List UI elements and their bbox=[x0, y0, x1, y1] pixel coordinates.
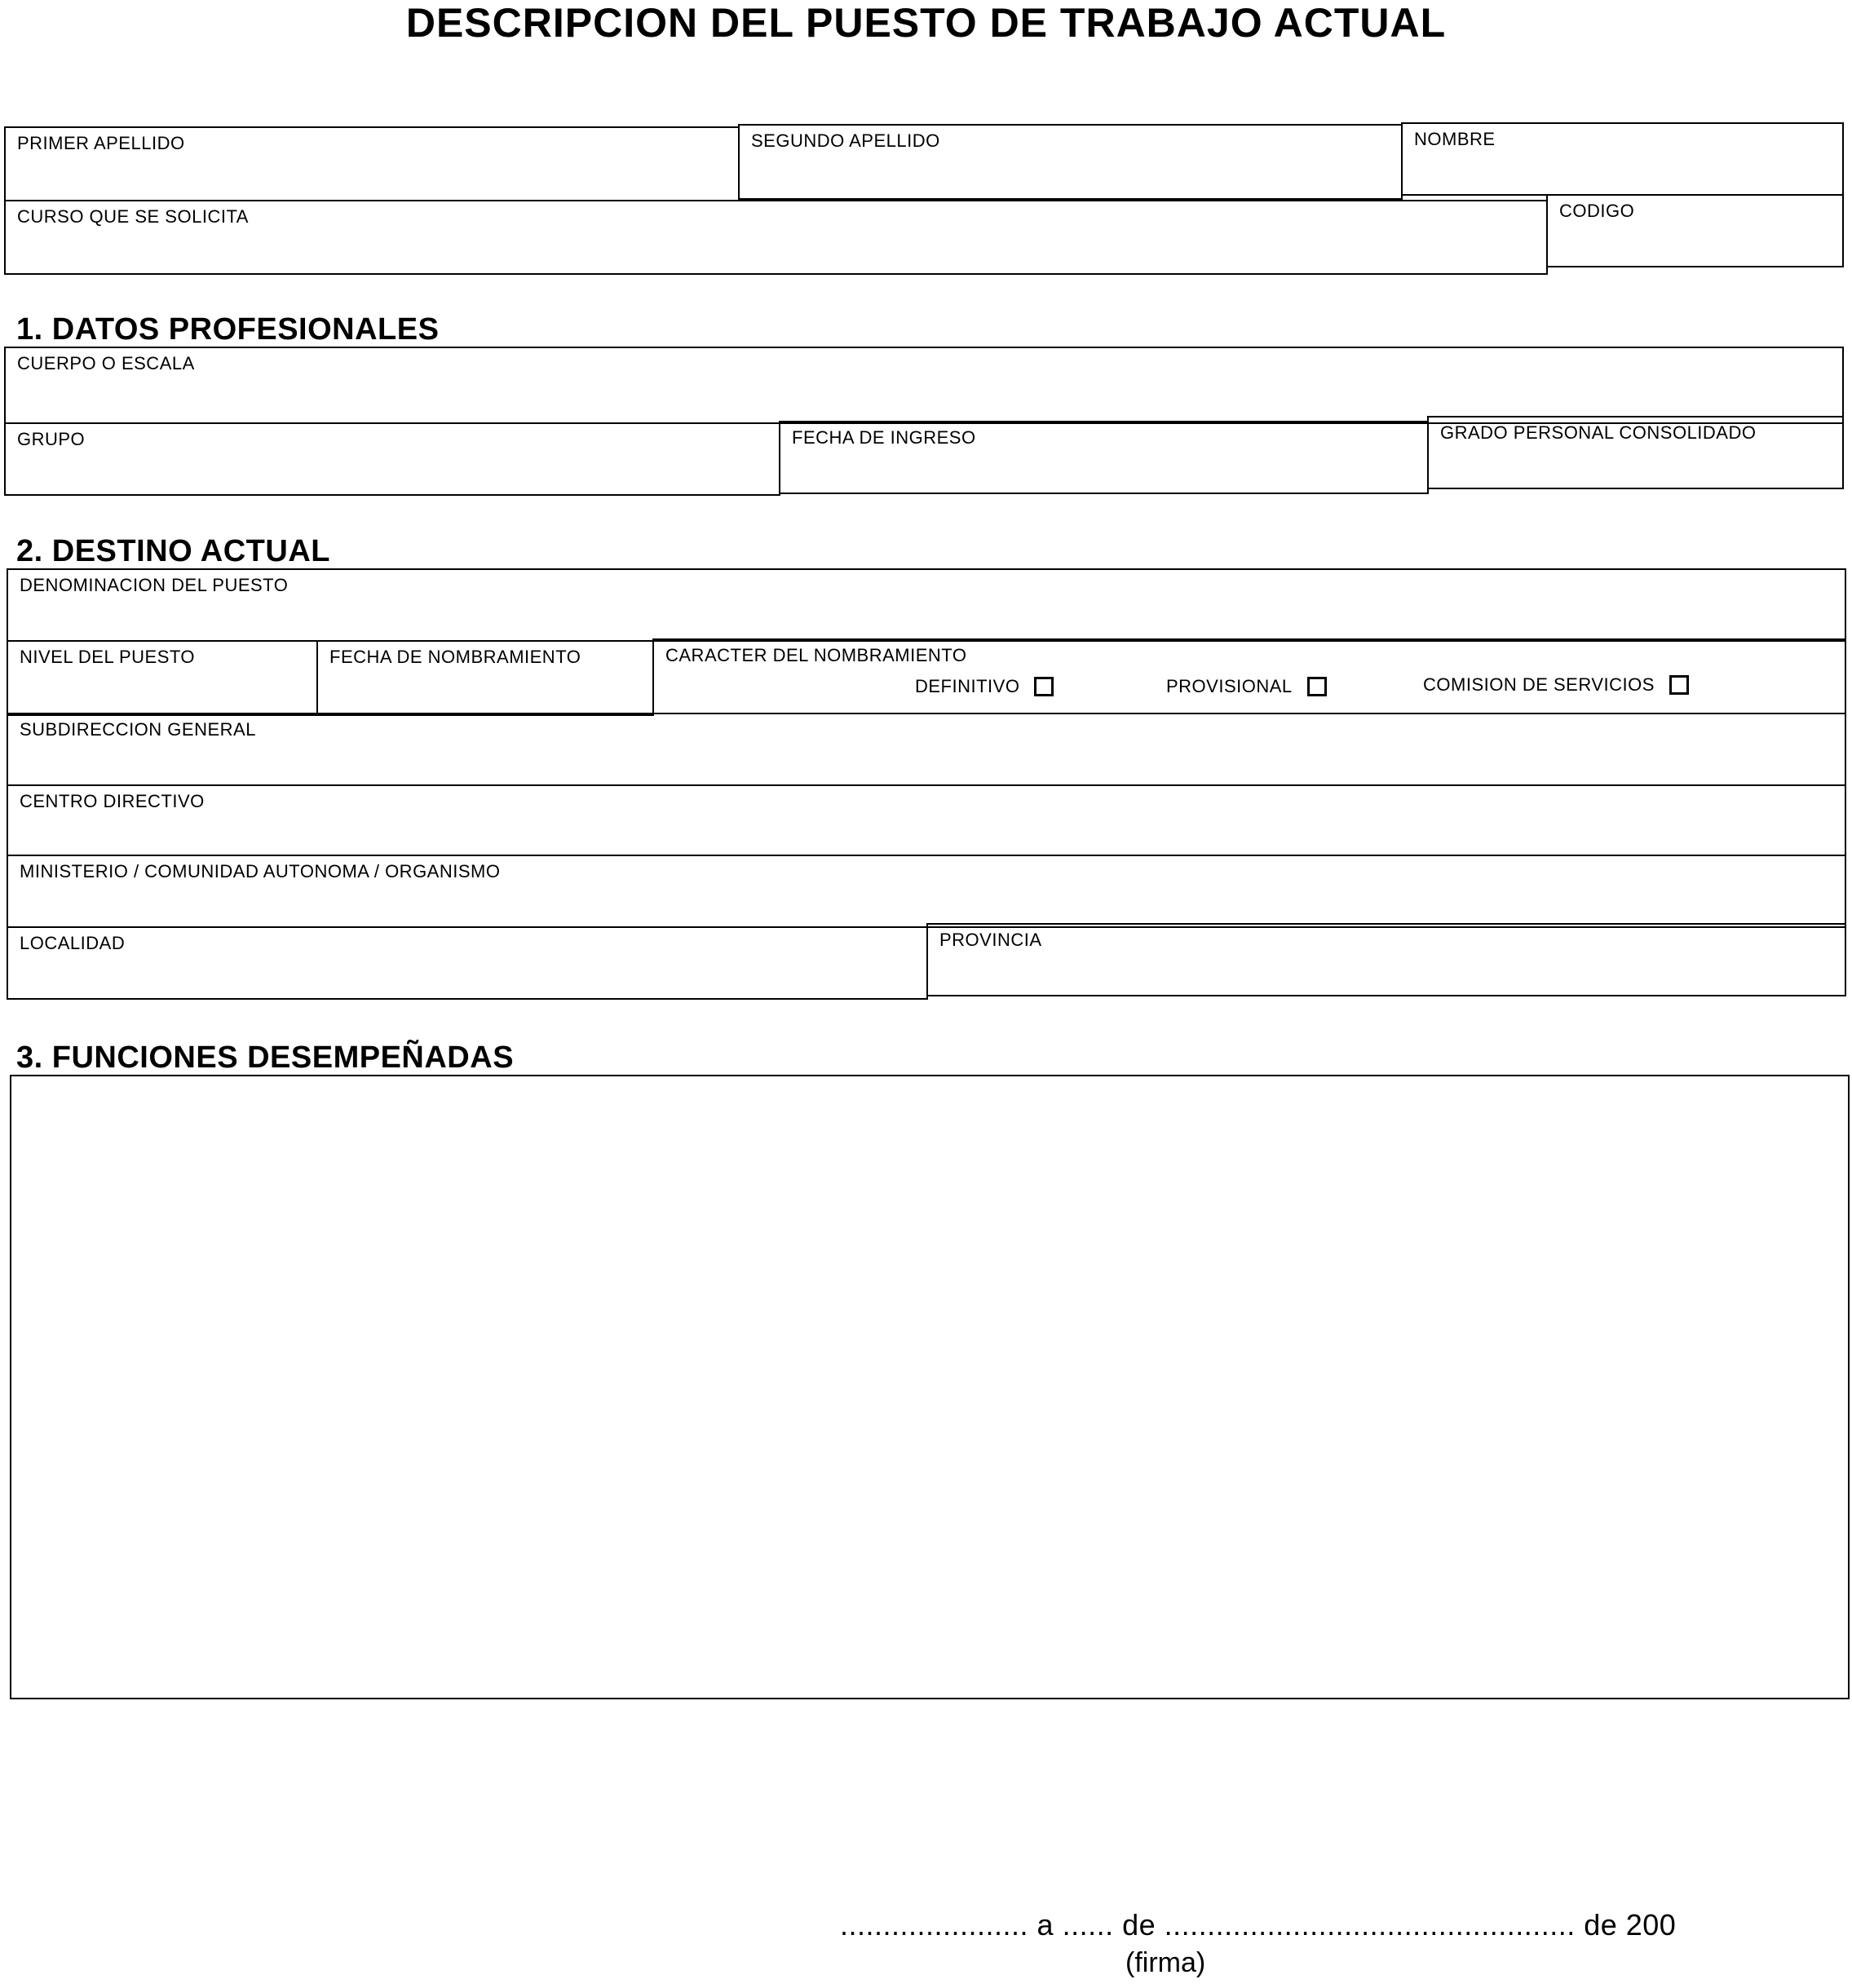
definitivo-option bbox=[915, 676, 1054, 697]
funciones-textarea[interactable] bbox=[11, 1076, 1848, 1698]
nivel-input[interactable] bbox=[8, 642, 316, 714]
caracter-label: CARACTER DEL NOMBRAMIENTO bbox=[665, 645, 967, 665]
curso-input[interactable] bbox=[6, 201, 1546, 273]
ministerio-label: MINISTERIO / COMUNIDAD AUTONOMA / ORGANISMO bbox=[20, 861, 501, 881]
nombre-cell bbox=[1401, 122, 1844, 196]
signature-label: (firma) bbox=[1125, 1947, 1206, 1978]
nombre-label: NOMBRE bbox=[1414, 129, 1496, 149]
cuerpo-cell bbox=[4, 347, 1844, 424]
centro-input[interactable] bbox=[8, 786, 1845, 855]
segundo-apellido-label: SEGUNDO APELLIDO bbox=[751, 130, 940, 151]
subdireccion-input[interactable] bbox=[8, 714, 1845, 784]
provisional-checkbox[interactable] bbox=[1307, 677, 1327, 696]
denominacion-cell bbox=[7, 568, 1846, 642]
segundo-apellido-input[interactable] bbox=[740, 126, 1401, 198]
centro-cell bbox=[7, 784, 1846, 856]
grado-label: GRADO PERSONAL CONSOLIDADO bbox=[1440, 422, 1757, 443]
grado-cell bbox=[1427, 416, 1844, 489]
grado-input[interactable] bbox=[1429, 417, 1842, 488]
provisional-option bbox=[1166, 676, 1327, 697]
codigo-input[interactable] bbox=[1548, 196, 1842, 266]
grupo-input[interactable] bbox=[6, 424, 779, 494]
cuerpo-input[interactable] bbox=[6, 348, 1842, 422]
section2-heading: 2. DESTINO ACTUAL bbox=[16, 534, 330, 568]
nivel-label: NIVEL DEL PUESTO bbox=[20, 647, 196, 667]
fecha-nombramiento-label: FECHA DE NOMBRAMIENTO bbox=[329, 647, 581, 667]
provincia-input[interactable] bbox=[928, 925, 1845, 995]
denominacion-label: DENOMINACION DEL PUESTO bbox=[20, 575, 289, 595]
fecha-ingreso-label: FECHA DE INGRESO bbox=[792, 427, 976, 448]
localidad-cell bbox=[7, 926, 928, 1000]
comision-label: COMISION DE SERVICIOS bbox=[1423, 674, 1655, 695]
date-line: ...................... a ...... de ................................................ de 200 bbox=[840, 1908, 1677, 1942]
ministerio-cell bbox=[7, 855, 1846, 928]
curso-cell bbox=[4, 200, 1548, 275]
denominacion-input[interactable] bbox=[8, 570, 1845, 640]
localidad-label: LOCALIDAD bbox=[20, 933, 126, 953]
page-title: DESCRIPCION DEL PUESTO DE TRABAJO ACTUAL bbox=[405, 0, 1447, 46]
funciones-cell bbox=[10, 1075, 1850, 1699]
provincia-label: PROVINCIA bbox=[939, 930, 1042, 950]
curso-label: CURSO QUE SE SOLICITA bbox=[17, 206, 249, 227]
ministerio-input[interactable] bbox=[8, 856, 1845, 926]
comision-option bbox=[1423, 674, 1689, 696]
caracter-cell bbox=[652, 638, 1846, 714]
section3-heading: 3. FUNCIONES DESEMPEÑADAS bbox=[16, 1040, 515, 1075]
subdireccion-label: SUBDIRECCION GENERAL bbox=[20, 719, 256, 740]
centro-label: CENTRO DIRECTIVO bbox=[20, 791, 205, 811]
fecha-nombramiento-cell bbox=[316, 640, 654, 716]
codigo-label: CODIGO bbox=[1559, 201, 1635, 221]
grupo-cell bbox=[4, 422, 780, 496]
fecha-nombramiento-input[interactable] bbox=[318, 642, 652, 714]
subdireccion-cell bbox=[7, 713, 1846, 786]
primer-apellido-input[interactable] bbox=[6, 128, 738, 200]
primer-apellido-label: PRIMER APELLIDO bbox=[17, 133, 185, 153]
primer-apellido-cell bbox=[4, 126, 740, 201]
codigo-cell bbox=[1546, 194, 1844, 267]
localidad-input[interactable] bbox=[8, 928, 926, 998]
section1-heading: 1. DATOS PROFESIONALES bbox=[16, 312, 440, 347]
provisional-label: PROVISIONAL bbox=[1166, 676, 1293, 696]
nivel-cell bbox=[7, 640, 318, 716]
definitivo-checkbox[interactable] bbox=[1034, 677, 1054, 696]
segundo-apellido-cell bbox=[738, 124, 1403, 200]
fecha-ingreso-input[interactable] bbox=[780, 422, 1427, 493]
definitivo-label: DEFINITIVO bbox=[915, 676, 1020, 696]
nombre-input[interactable] bbox=[1403, 124, 1842, 194]
provincia-cell bbox=[926, 923, 1846, 996]
comision-checkbox[interactable] bbox=[1669, 675, 1689, 695]
grupo-label: GRUPO bbox=[17, 429, 86, 449]
fecha-ingreso-cell bbox=[779, 421, 1429, 494]
cuerpo-label: CUERPO O ESCALA bbox=[17, 353, 195, 373]
